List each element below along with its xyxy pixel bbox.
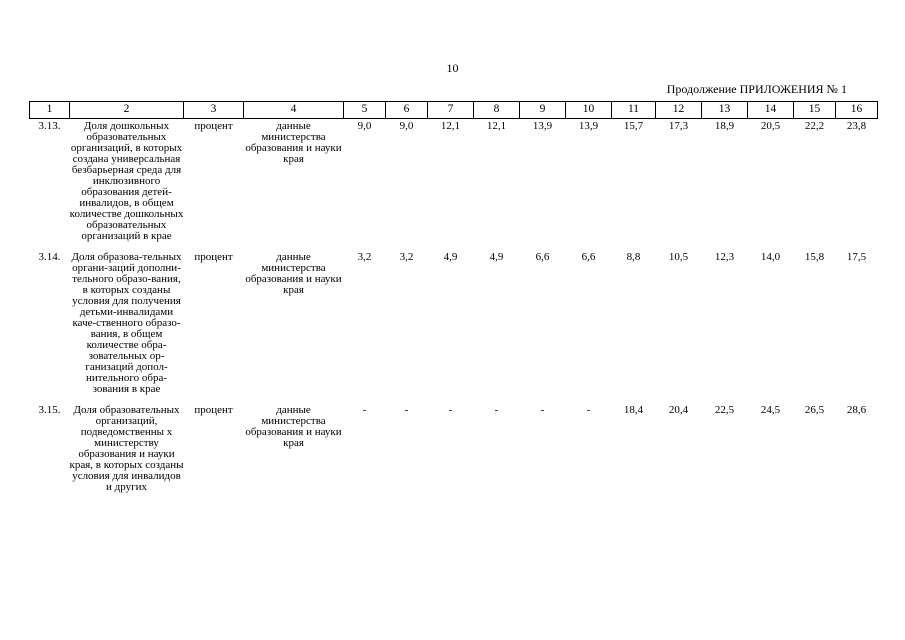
indicator-source: данные министерства образования и науки края [245, 404, 342, 449]
column-header: 9 [520, 102, 566, 119]
indicator-number: 3.15. [38, 404, 61, 416]
column-header: 3 [184, 102, 244, 119]
indicator-name: Доля образова-тельных органи-заций дополни-тельного образо-вания, в которых созданы условия для получения детьми-инвалидами каче-ственного образо-вания, в общем количестве обра-зовательных ор-ганизаций допол-нительного обра-зования в крае [71, 251, 182, 395]
table-row [30, 403, 878, 501]
indicator-number: 3.13. [38, 120, 61, 132]
value-cell: 12,3 [714, 251, 735, 263]
indicator-number: 3.14. [38, 251, 61, 263]
value-cell: 9,0 [399, 120, 414, 132]
column-header: 8 [474, 102, 520, 119]
column-header: 5 [344, 102, 386, 119]
value-cell: 17,5 [846, 251, 867, 263]
indicator-name: Доля дошкольных образовательных организаций, в которых создана универсальная безбарьерная среда для инклюзивного образования детей-инвалидов, в общем количестве дошкольных образовательных организаций в крае [69, 120, 184, 242]
value-cell: 3,2 [357, 251, 372, 263]
value-cell: 6,6 [535, 251, 550, 263]
value-cell: - [586, 404, 591, 416]
value-cell: 3,2 [399, 251, 414, 263]
value-cell: 4,9 [443, 251, 458, 263]
value-cell: 24,5 [760, 404, 781, 416]
value-cell: 14,0 [760, 251, 781, 263]
value-cell: 13,9 [532, 120, 553, 132]
column-header: 14 [748, 102, 794, 119]
value-cell: 15,8 [804, 251, 825, 263]
indicator-unit: процент [194, 120, 233, 132]
value-cell: 15,7 [623, 120, 644, 132]
indicator-unit: процент [194, 251, 233, 263]
column-header: 10 [566, 102, 612, 119]
value-cell: - [448, 404, 453, 416]
value-cell: 28,6 [846, 404, 867, 416]
value-cell: 12,1 [486, 120, 507, 132]
value-cell: 17,3 [668, 120, 689, 132]
value-cell: 22,5 [714, 404, 735, 416]
table-row [30, 119, 878, 251]
value-cell: 22,2 [804, 120, 825, 132]
value-cell: 18,4 [623, 404, 644, 416]
indicator-unit: процент [194, 404, 233, 416]
value-cell: 13,9 [578, 120, 599, 132]
value-cell: 26,5 [804, 404, 825, 416]
appendix-continuation-label: Продолжение ПРИЛОЖЕНИЯ № 1 [666, 82, 847, 96]
value-cell: 9,0 [357, 120, 372, 132]
indicator-source: данные министерства образования и науки края [245, 251, 342, 296]
column-header: 11 [612, 102, 656, 119]
column-header: 16 [836, 102, 878, 119]
value-cell: 18,9 [714, 120, 735, 132]
indicator-name: Доля образовательных организаций, подведомственны х министерству образования и науки края, в которых созданы условия для инвалидов и других [69, 404, 184, 493]
column-header: 13 [702, 102, 748, 119]
indicator-source: данные министерства образования и науки края [245, 120, 342, 165]
column-header: 12 [656, 102, 702, 119]
page-number: 10 [446, 61, 459, 75]
value-cell: 10,5 [668, 251, 689, 263]
value-cell: - [404, 404, 409, 416]
table-row [30, 250, 878, 403]
column-header: 4 [244, 102, 344, 119]
value-cell: 20,4 [668, 404, 689, 416]
value-cell: - [494, 404, 499, 416]
column-header: 15 [794, 102, 836, 119]
column-header: 6 [386, 102, 428, 119]
value-cell: 12,1 [440, 120, 461, 132]
value-cell: 20,5 [760, 120, 781, 132]
value-cell: - [362, 404, 367, 416]
column-number-row [30, 102, 878, 119]
value-cell: 6,6 [581, 251, 596, 263]
value-cell: 23,8 [846, 120, 867, 132]
value-cell: - [540, 404, 545, 416]
indicators-table [29, 101, 878, 501]
column-header: 2 [70, 102, 184, 119]
value-cell: 8,8 [626, 251, 641, 263]
column-header: 1 [30, 102, 70, 119]
value-cell: 4,9 [489, 251, 504, 263]
column-header: 7 [428, 102, 474, 119]
